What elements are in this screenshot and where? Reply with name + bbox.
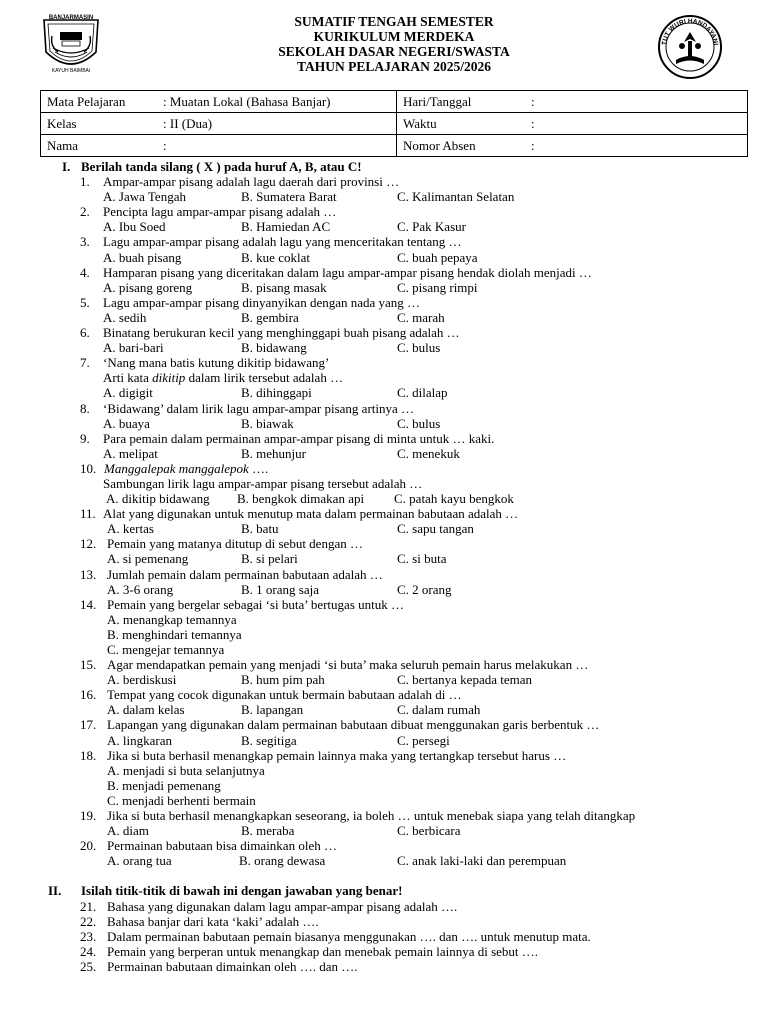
options-4 (0, 280, 768, 295)
options-19 (0, 823, 768, 838)
option-b[interactable]: B. kue coklat (241, 249, 310, 265)
option-c[interactable]: C. dalam rumah (397, 702, 481, 718)
option-b[interactable]: B. dihinggapi (241, 385, 312, 401)
question-15 (0, 657, 768, 672)
question-text: Pencipta lagu ampar-ampar pisang adalah … (103, 204, 337, 220)
options-1 (0, 189, 768, 204)
subject-cell[interactable] (41, 91, 397, 113)
question-6 (0, 325, 768, 340)
question-number: 6. (80, 325, 90, 341)
text-part: Arti kata (103, 370, 153, 386)
question-number: 23. (80, 928, 97, 944)
option-b[interactable]: B. gembira (241, 309, 299, 325)
question-text: Hamparan pisang yang diceritakan dalam lagu ampar-ampar pisang hendak diolah menjadi … (103, 264, 592, 280)
question-14 (0, 597, 768, 612)
option-a[interactable]: A. Ibu Soed (103, 219, 166, 235)
date-value: : (531, 93, 535, 109)
question-text: Tempat yang cocok digunakan untuk bermain babutaan adalah di … (107, 687, 462, 703)
option-c[interactable]: C. persegi (397, 732, 450, 748)
option-c[interactable]: C. bulus (397, 415, 441, 431)
question-number: 20. (80, 838, 97, 854)
option-a[interactable]: A. sedih (103, 309, 147, 325)
question-text: Ampar-ampar pisang adalah lagu daerah dari provinsi … (103, 174, 400, 190)
text-part: …. (248, 460, 269, 476)
question-text: Jumlah pemain dalam permainan babutaan adalah … (107, 566, 383, 582)
options-6 (0, 340, 768, 355)
question-number: 8. (80, 400, 90, 416)
question-text: ‘Bidawang’ dalam lirik lagu ampar-ampar pisang artinya … (103, 400, 415, 416)
option-a[interactable]: A. buah pisang (103, 249, 182, 265)
question-18 (0, 748, 768, 763)
info-row-3 (41, 135, 748, 157)
options-17 (0, 733, 768, 748)
options-15 (0, 672, 768, 687)
time-cell[interactable] (397, 113, 748, 135)
question-text: Jika si buta berhasil menangkapkan seseorang, ia boleh … untuk menebak siapa yang telah ditangkap (107, 808, 636, 824)
question-number: 7. (80, 355, 90, 371)
time-label: Waktu (403, 115, 437, 131)
option-b[interactable]: B. segitiga (241, 732, 297, 748)
options-11 (0, 521, 768, 536)
essay-question-25 (0, 959, 768, 974)
italic-lyric: Manggalepak manggalepok (104, 460, 249, 476)
options-8 (0, 416, 768, 431)
option-a[interactable]: A. bari-bari (103, 340, 164, 356)
option-a[interactable]: A. dikitip bidawang (106, 491, 210, 507)
info-row-1 (41, 91, 748, 113)
question-text: Pemain yang bergelar sebagai ‘si buta’ bertugas untuk … (107, 596, 404, 612)
name-value: : (163, 137, 167, 153)
option-b-line (0, 778, 768, 793)
option-c[interactable]: C. anak laki-laki dan perempuan (397, 853, 567, 869)
section-number: I. (62, 159, 71, 174)
option-b[interactable]: B. pisang masak (241, 279, 327, 295)
option-b[interactable]: B. menjadi pemenang (107, 777, 221, 793)
section-1-heading (0, 159, 768, 174)
question-number: 3. (80, 234, 90, 250)
question-10 (0, 461, 768, 476)
question-10-line-2 (0, 476, 768, 491)
option-a[interactable]: A. Jawa Tengah (103, 189, 186, 205)
banjarmasin-city-logo (38, 12, 104, 78)
option-a[interactable]: A. buaya (103, 415, 150, 431)
essay-question-23 (0, 929, 768, 944)
title-line-4: TAHUN PELAJARAN 2025/2026 (296, 59, 491, 74)
question-2 (0, 204, 768, 219)
options-3 (0, 250, 768, 265)
options-12 (0, 551, 768, 566)
option-b[interactable]: B. bidawang (241, 340, 307, 356)
option-b-line (0, 627, 768, 642)
question-5 (0, 295, 768, 310)
option-c-line (0, 642, 768, 657)
class-value: : II (Dua) (163, 115, 213, 131)
header (0, 0, 768, 88)
question-20 (0, 838, 768, 853)
option-a[interactable]: A. lingkaran (107, 732, 172, 748)
name-cell[interactable] (41, 135, 397, 157)
option-b[interactable]: B. mehunjur (241, 445, 306, 461)
option-b[interactable]: B. biawak (241, 415, 294, 431)
date-cell[interactable] (397, 91, 748, 113)
question-text: Permainan babutaan bisa dimainkan oleh … (107, 838, 337, 854)
question-number: 10. (80, 460, 97, 476)
option-c[interactable]: C. Pak Kasur (397, 219, 466, 235)
option-c[interactable]: C. si buta (397, 551, 447, 567)
question-number: 14. (80, 596, 97, 612)
time-value: : (531, 115, 535, 131)
option-c[interactable]: C. sapu tangan (397, 521, 474, 537)
title-line-3: SEKOLAH DASAR NEGERI/SWASTA (278, 44, 510, 59)
section-title: Berilah tanda silang ( X ) pada huruf A, B, atau C! (81, 159, 362, 174)
question-text: Lapangan yang digunakan dalam permainan babutaan dibuat menggunakan garis berbentuk … (107, 717, 600, 733)
question-text: Jika si buta berhasil menangkap pemain lainnya maka yang tertangkap tersebut harus … (107, 747, 567, 763)
option-c-line (0, 793, 768, 808)
question-text: Agar mendapatkan pemain yang menjadi ‘si buta’ maka seluruh pemain harus melakukan … (107, 657, 589, 673)
option-a[interactable]: A. dalam kelas (107, 702, 185, 718)
section-title: Isilah titik-titik di bawah ini dengan jawaban yang benar! (81, 883, 403, 899)
question-number: 18. (80, 747, 97, 763)
question-number: 1. (80, 174, 90, 190)
option-c[interactable]: C. bulus (397, 340, 441, 356)
section-2-heading (0, 883, 768, 898)
question-text: Pemain yang berperan untuk menangkap dan menebak pemain lainnya di sebut …. (107, 943, 539, 959)
option-a[interactable]: A. 3-6 orang (107, 581, 174, 597)
logo-left-text-top: BANJARMASIN (48, 15, 94, 21)
option-b[interactable]: B. menghindari temannya (107, 626, 242, 642)
option-b[interactable]: B. Sumatera Barat (241, 189, 337, 205)
option-c[interactable]: C. menjadi berhenti bermain (107, 792, 256, 808)
question-number: 19. (80, 808, 97, 824)
absence-number-cell[interactable] (397, 135, 748, 157)
title-line-2: KURIKULUM MERDEKA (313, 29, 475, 44)
class-label: Kelas (47, 115, 77, 131)
logo-left-text-bottom: KAYUH BAIMBAI (51, 68, 91, 74)
question-number: 15. (80, 657, 97, 673)
question-8 (0, 401, 768, 416)
question-7-line-2 (0, 370, 768, 385)
question-number: 17. (80, 717, 97, 733)
question-text: Lagu ampar-ampar pisang dinyanyikan dengan nada yang … (103, 294, 421, 310)
option-a[interactable]: A. berdiskusi (107, 672, 177, 688)
spacer (0, 868, 768, 883)
text-part: dalam lirik tersebut adalah … (185, 370, 344, 386)
question-1 (0, 174, 768, 189)
question-text: Lagu ampar-ampar pisang adalah lagu yang menceritakan tentang … (103, 234, 462, 250)
option-a-line (0, 763, 768, 778)
option-b[interactable]: B. Hamiedan AC (241, 219, 331, 235)
info-row-2 (41, 113, 748, 135)
options-13 (0, 582, 768, 597)
question-text-line-2: Sambungan lirik lagu ampar-ampar pisang tersebut adalah … (103, 475, 423, 491)
italic-word: dikitip (152, 370, 186, 386)
question-number: 24. (80, 943, 97, 959)
question-number: 4. (80, 264, 90, 280)
essay-question-21 (0, 899, 768, 914)
option-c[interactable]: C. pisang rimpi (397, 279, 478, 295)
option-b[interactable]: B. 1 orang saja (241, 581, 319, 597)
question-number: 25. (80, 958, 97, 974)
option-a[interactable]: A. digigit (103, 385, 153, 401)
option-c[interactable]: C. dilalap (397, 385, 448, 401)
options-2 (0, 219, 768, 234)
option-b[interactable]: B. orang dewasa (239, 853, 326, 869)
question-9 (0, 431, 768, 446)
section-number: II. (48, 883, 62, 899)
option-a[interactable]: A. menjadi si buta selanjutnya (107, 762, 265, 778)
question-text (104, 461, 268, 476)
question-number: 13. (80, 566, 97, 582)
option-a[interactable]: A. pisang goreng (103, 279, 193, 295)
question-number: 11. (80, 506, 96, 522)
option-b[interactable]: B. lapangan (241, 702, 304, 718)
option-a[interactable]: A. menangkap temannya (107, 611, 237, 627)
option-b[interactable]: B. hum pim pah (241, 672, 325, 688)
options-20 (0, 853, 768, 868)
subject-label: Mata Pelajaran (47, 93, 126, 109)
question-text: Bahasa yang digunakan dalam lagu ampar-ampar pisang adalah …. (107, 898, 458, 914)
date-label: Hari/Tanggal (403, 93, 472, 109)
subject-value: : Muatan Lokal (Bahasa Banjar) (163, 93, 331, 109)
logo-right-text: TUT WURI HANDAYANI (661, 17, 719, 46)
option-a[interactable]: A. melipat (103, 445, 158, 461)
title-line-1: SUMATIF TENGAH SEMESTER (294, 14, 494, 29)
question-13 (0, 567, 768, 582)
essay-question-22 (0, 914, 768, 929)
student-info-table (40, 90, 748, 157)
name-label: Nama (47, 137, 79, 153)
options-7 (0, 385, 768, 400)
option-c[interactable]: C. menekuk (397, 445, 460, 461)
options-9 (0, 446, 768, 461)
question-number: 5. (80, 294, 90, 310)
question-number: 9. (80, 430, 90, 446)
question-7 (0, 355, 768, 370)
question-text: Alat yang digunakan untuk menutup mata dalam permainan babutaan adalah … (103, 506, 519, 522)
question-text: Para pemain dalam permainan ampar-ampar pisang di minta untuk … kaki. (103, 430, 495, 446)
question-16 (0, 687, 768, 702)
option-c[interactable]: C. buah pepaya (397, 249, 478, 265)
question-text: Bahasa banjar dari kata ‘kaki’ adalah …. (107, 913, 319, 929)
question-text: Permainan babutaan dimainkan oleh …. dan …. (107, 958, 358, 974)
options-10 (0, 491, 768, 506)
question-11 (0, 506, 768, 521)
option-a[interactable]: A. kertas (107, 521, 154, 537)
question-12 (0, 536, 768, 551)
question-3 (0, 234, 768, 249)
options-16 (0, 702, 768, 717)
question-text: Binatang berukuran kecil yang menghinggapi buah pisang adalah … (103, 325, 460, 341)
question-text: ‘Nang mana batis kutung dikitip bidawang’ (103, 355, 330, 371)
option-a[interactable]: A. si pemenang (107, 551, 189, 567)
option-c[interactable]: C. bertanya kepada teman (397, 672, 532, 688)
question-17 (0, 717, 768, 732)
option-c[interactable]: C. mengejar temannya (107, 642, 225, 657)
option-a[interactable]: A. diam (107, 823, 149, 839)
absence-number-value: : (531, 137, 535, 153)
question-number: 22. (80, 913, 97, 929)
question-number: 16. (80, 687, 97, 703)
question-number: 2. (80, 204, 90, 220)
question-text: Dalam permainan babutaan pemain biasanya menggunakan …. dan …. untuk menutup mata. (107, 928, 591, 944)
option-c[interactable]: C. 2 orang (397, 581, 452, 597)
document-title (150, 14, 638, 74)
option-c[interactable]: C. Kalimantan Selatan (397, 189, 515, 205)
option-a-line (0, 612, 768, 627)
question-content (0, 159, 768, 974)
option-c[interactable]: C. marah (397, 309, 445, 325)
question-4 (0, 265, 768, 280)
option-c[interactable]: C. berbicara (397, 823, 461, 839)
question-number: 21. (80, 898, 97, 914)
option-b[interactable]: B. bengkok dimakan api (237, 491, 365, 507)
question-number: 12. (80, 536, 97, 552)
option-b[interactable]: B. si pelari (241, 551, 298, 567)
class-cell[interactable] (41, 113, 397, 135)
option-b[interactable]: B. meraba (241, 823, 295, 839)
essay-question-24 (0, 944, 768, 959)
tut-wuri-handayani-logo (652, 14, 728, 80)
absence-number-label: Nomor Absen (403, 137, 476, 153)
options-5 (0, 310, 768, 325)
option-a[interactable]: A. orang tua (107, 853, 172, 869)
question-19 (0, 808, 768, 823)
question-text-line-2 (103, 370, 343, 385)
option-c[interactable]: C. patah kayu bengkok (394, 491, 514, 507)
question-text: Pemain yang matanya ditutup di sebut dengan … (107, 536, 363, 552)
option-b[interactable]: B. batu (241, 521, 279, 537)
